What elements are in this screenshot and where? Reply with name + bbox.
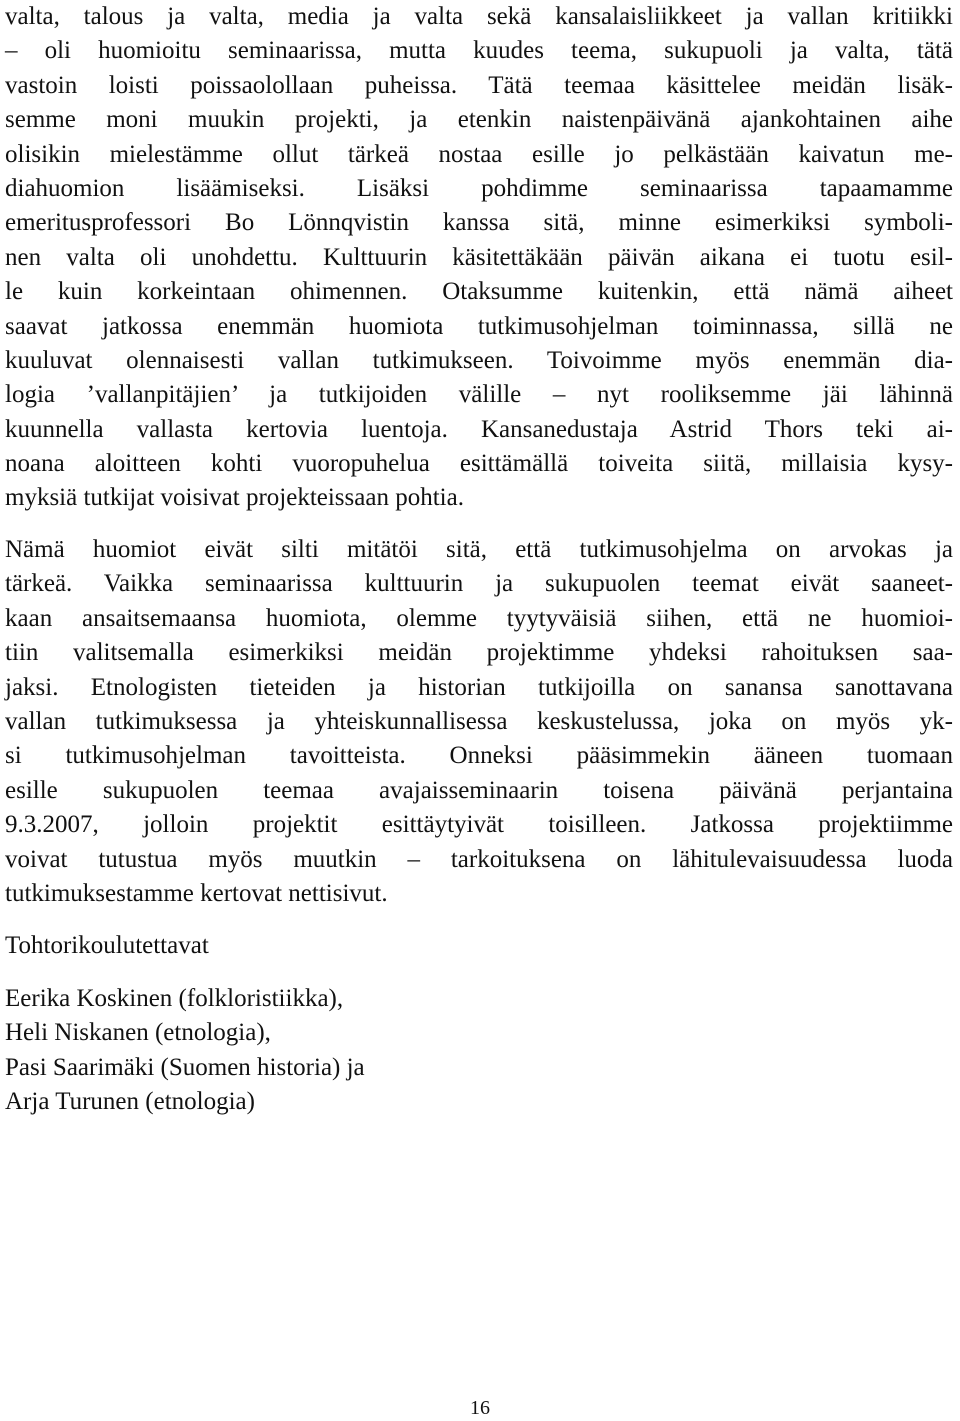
page-number: 16 <box>470 1397 490 1419</box>
text-line: si tutkimusohjelman tavoitteista. Onneksi pääsimmekin ääneen tuomaan <box>5 742 953 770</box>
text-line: vastoin loisti poissaolollaan puheissa. Tätä teemaa käsittelee meidän lisäk- <box>5 71 953 99</box>
text-line: tutkimuksestamme kertovat nettisivut. <box>5 879 388 907</box>
text-line: kuunnella vallasta kertovia luentoja. Kansanedustaja Astrid Thors teki ai- <box>5 415 953 443</box>
text-line: nen valta oli unohdettu. Kulttuurin käsitettäkään päivän aikana ei tuotu esil- <box>5 243 953 271</box>
heading-text: Tohtorikoulutettavat <box>5 932 209 959</box>
text-line: diahuomion lisäämiseksi. Lisäksi pohdimme seminaarissa tapaamamme <box>5 174 953 202</box>
text-line: saavat jatkossa enemmän huomiota tutkimusohjelman toiminnassa, sillä ne <box>5 312 953 340</box>
text-line: olisikin mielestämme ollut tärkeä nostaa esille jo pelkästään kaivatun me- <box>5 140 953 168</box>
text-line: noana aloitteen kohti vuoropuhelua esittämällä toiveita siitä, millaisia kysy- <box>5 450 953 478</box>
text-line: esille sukupuolen teemaa avajaisseminaarin toisena päivänä perjantaina <box>5 776 953 804</box>
text-line: voivat tutustua myös muutkin – tarkoituksena on lähitulevaisuudessa luoda <box>5 845 953 873</box>
text-line: le kuin korkeintaan ohimennen. Otaksumme kuitenkin, että nämä aiheet <box>5 278 953 306</box>
author-list <box>5 982 953 1120</box>
text-line: myksiä tutkijat voisivat projekteissaan pohtia. <box>5 484 464 512</box>
text-line: tärkeä. Vaikka seminaarissa kulttuurin ja sukupuolen teemat eivät saaneet- <box>5 570 953 598</box>
author-name: Eerika Koskinen (folkloristiikka), <box>5 985 344 1012</box>
text-line: kaan ansaitsemaansa huomiota, olemme tyytyväisiä siihen, että ne huomioi- <box>5 604 953 632</box>
paragraph-research-program <box>5 533 953 911</box>
text-line: jaksi. Etnologisten tieteiden ja historian tutkijoilla on sanansa sanottavana <box>5 673 953 701</box>
text-line: logia ’vallanpitäjien’ ja tutkijoiden välille – nyt rooliksemme jäi lähinnä <box>5 381 953 409</box>
author-name: Pasi Saarimäki (Suomen historia) ja <box>5 1053 365 1081</box>
paragraph-seminar-critique <box>5 0 953 516</box>
text-line: kuuluvat olennaisesti vallan tutkimukseen. Toivoimme myös enemmän dia- <box>5 346 953 374</box>
author-name: Heli Niskanen (etnologia), <box>5 1019 271 1047</box>
text-line: 9.3.2007, jolloin projektit esittäytyivät toisilleen. Jatkossa projektiimme <box>5 811 953 839</box>
signature-heading <box>5 929 953 963</box>
author-name: Arja Turunen (etnologia) <box>5 1088 255 1116</box>
text-line: semme moni muukin projekti, ja etenkin naistenpäivänä ajankohtainen aihe <box>5 106 953 134</box>
text-line: Nämä huomiot eivät silti mitätöi sitä, että tutkimusohjelma on arvokas ja <box>5 536 953 563</box>
text-line: – oli huomioitu seminaarissa, mutta kuudes teema, sukupuoli ja valta, tätä <box>5 37 953 65</box>
text-line: vallan tutkimuksessa ja yhteiskunnallisessa keskustelussa, joka on myös yk- <box>5 707 953 735</box>
text-line: valta, talous ja valta, media ja valta sekä kansalaisliikkeet ja vallan kritiikki <box>5 3 953 30</box>
text-line: tiin valitsemalla esimerkiksi meidän projektimme yhdeksi rahoituksen saa- <box>5 639 953 667</box>
text-line: emeritusprofessori Bo Lönnqvistin kanssa sitä, minne esimerkiksi symboli- <box>5 209 953 237</box>
